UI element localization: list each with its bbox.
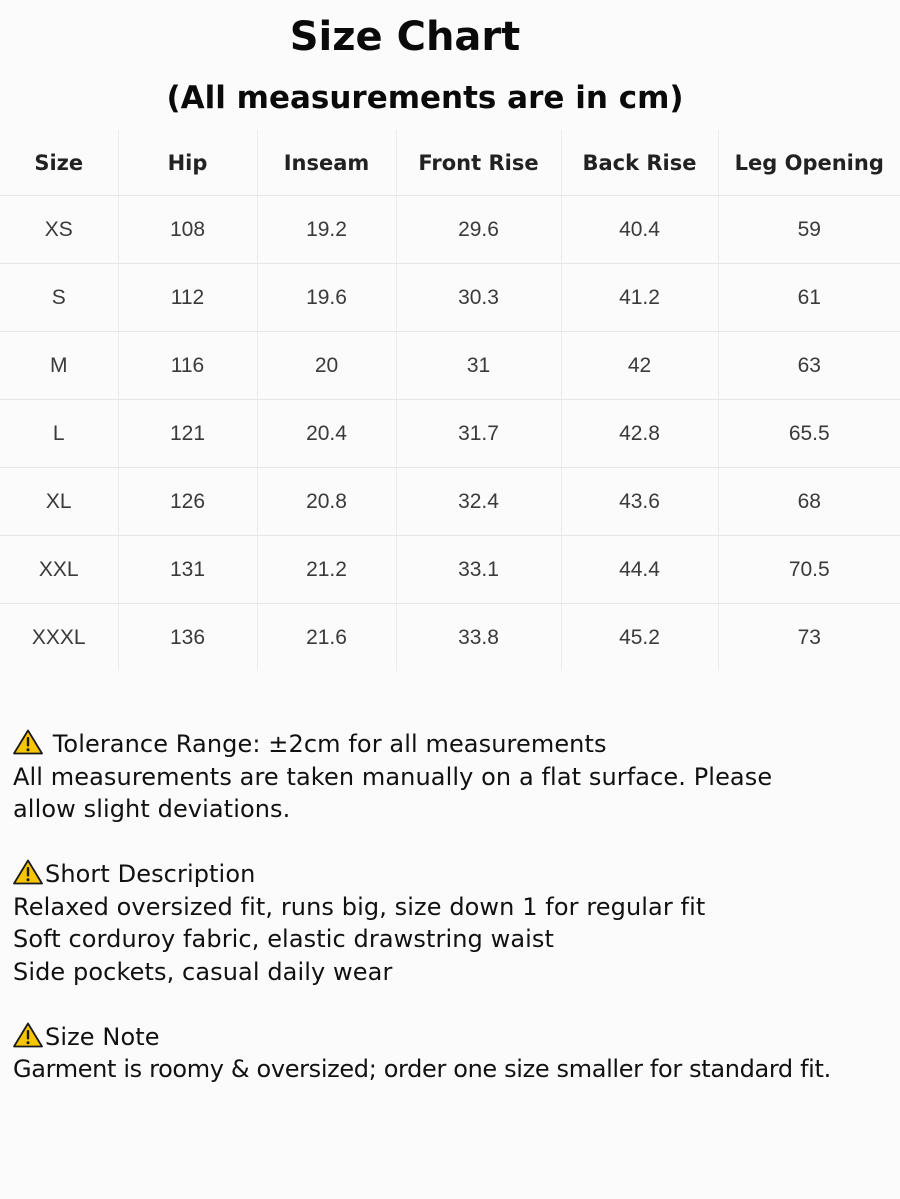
page-title: Size Chart — [289, 14, 521, 60]
leg-opening-cell: 73 — [797, 625, 821, 649]
leg-opening-cell: 65.5 — [718, 400, 900, 468]
description-line: Relaxed oversized fit, runs big, size down 1 for regular fit — [13, 892, 706, 921]
size-cell: XXL — [0, 536, 118, 604]
back-rise-cell: 41.2 — [561, 264, 718, 332]
front-rise-cell: 33.1 — [396, 536, 561, 604]
front-rise-cell: 33.8 — [396, 604, 561, 672]
front-rise-cell: 31 — [396, 332, 561, 400]
page-subtitle: (All measurements are in cm) — [166, 80, 684, 116]
size-table — [0, 130, 900, 671]
back-rise-cell: 43.6 — [561, 468, 718, 536]
leg-opening-cell: 61 — [718, 264, 900, 332]
column-header-size: Size — [0, 130, 118, 196]
tolerance-line: allow slight deviations. — [13, 795, 291, 823]
description-line: Soft corduroy fabric, elastic drawstring waist — [13, 925, 555, 953]
notes-section — [13, 728, 900, 1086]
table-row — [0, 400, 900, 468]
column-header-front-rise: Front Rise — [396, 130, 561, 196]
inseam-cell: 21.2 — [257, 536, 396, 604]
tolerance-heading-text: Tolerance Range: ±2cm for all measurements — [45, 730, 607, 758]
description-heading-text: Short Description — [45, 860, 256, 888]
hip-cell: 108 — [118, 196, 257, 264]
table-row — [0, 196, 900, 264]
size-note-heading-text: Size Note — [45, 1022, 160, 1051]
tolerance-heading — [13, 728, 900, 761]
size-cell: XS — [0, 196, 118, 264]
table-header-row — [0, 130, 900, 196]
warning-triangle-icon — [13, 729, 43, 755]
back-rise-cell: 42 — [561, 332, 718, 400]
inseam-cell: 19.2 — [257, 196, 396, 264]
leg-opening-cell: 59 — [718, 196, 900, 264]
hip-cell: 131 — [118, 536, 257, 604]
warning-triangle-icon — [13, 859, 43, 885]
column-header-back-rise: Back Rise — [561, 130, 718, 196]
table-row — [0, 536, 900, 604]
table-row — [0, 604, 900, 672]
inseam-cell: 19.6 — [257, 264, 396, 332]
inseam-cell: 20.8 — [257, 468, 396, 536]
back-rise-cell: 45.2 — [561, 604, 718, 672]
size-note-line: Garment is roomy & oversized; order one size smaller for standard fit. — [13, 1055, 831, 1083]
description-line: Side pockets, casual daily wear — [13, 957, 393, 986]
leg-opening-cell: 63 — [718, 332, 900, 400]
hip-cell: 126 — [118, 468, 257, 536]
size-cell: XL — [0, 468, 118, 536]
column-header-inseam: Inseam — [257, 130, 396, 196]
table-row — [0, 468, 900, 536]
hip-cell: 112 — [118, 264, 257, 332]
table-row — [0, 332, 900, 400]
column-header-hip: Hip — [118, 130, 257, 196]
size-cell: S — [0, 264, 118, 332]
table-row — [0, 264, 900, 332]
inseam-cell: 20.4 — [257, 400, 396, 468]
leg-opening-cell: 70.5 — [718, 536, 900, 604]
size-note-heading — [13, 1021, 900, 1054]
description-heading — [13, 858, 900, 891]
leg-opening-cell: 68 — [718, 468, 900, 536]
front-rise-cell: 32.4 — [396, 468, 561, 536]
inseam-cell: 21.6 — [257, 604, 396, 672]
hip-cell: 116 — [118, 332, 257, 400]
tolerance-line: All measurements are taken manually on a flat surface. Please — [13, 762, 773, 791]
size-cell: L — [0, 400, 118, 468]
back-rise-cell: 40.4 — [561, 196, 718, 264]
column-header-leg-opening: Leg Opening — [718, 130, 900, 196]
size-cell: M — [0, 332, 118, 400]
back-rise-cell: 44.4 — [561, 536, 718, 604]
warning-triangle-icon — [13, 1022, 43, 1048]
front-rise-cell: 31.7 — [396, 400, 561, 468]
hip-cell: 121 — [118, 400, 257, 468]
inseam-cell: 20 — [257, 332, 396, 400]
size-cell: XXXL — [0, 604, 118, 672]
back-rise-cell: 42.8 — [561, 400, 718, 468]
front-rise-cell: 29.6 — [396, 196, 561, 264]
front-rise-cell: 30.3 — [396, 264, 561, 332]
hip-cell: 136 — [118, 604, 257, 672]
